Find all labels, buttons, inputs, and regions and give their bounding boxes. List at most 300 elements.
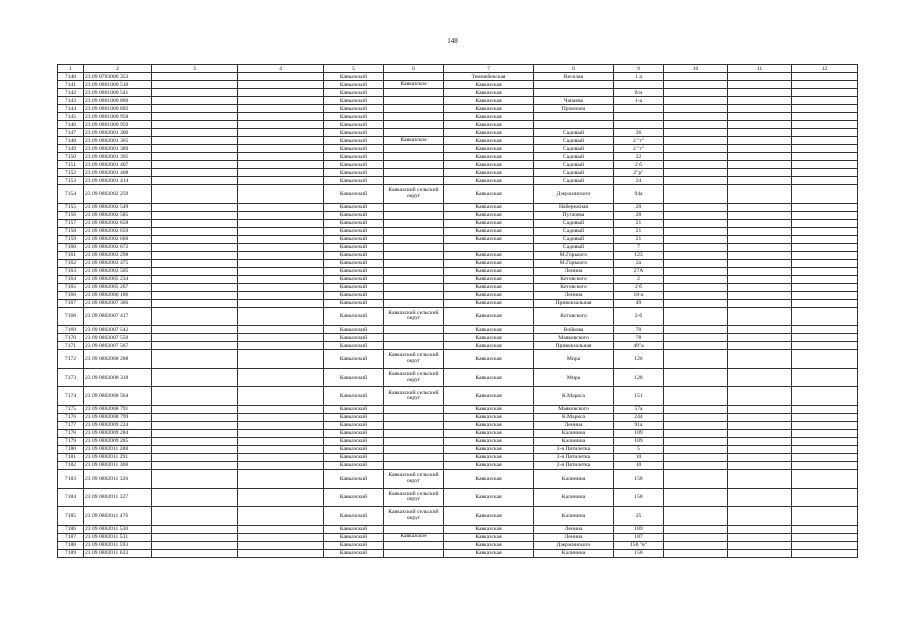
table-cell: Кавказский xyxy=(324,145,384,153)
table-cell xyxy=(384,177,444,185)
table-cell xyxy=(384,97,444,105)
table-cell xyxy=(152,219,238,227)
table-cell xyxy=(152,177,238,185)
table-cell xyxy=(614,81,664,89)
table-cell: Калинина xyxy=(534,488,614,507)
table-cell xyxy=(792,549,858,557)
table-cell: Кавказская xyxy=(444,161,534,169)
table-cell xyxy=(792,350,858,369)
table-cell: Кавказская xyxy=(444,251,534,259)
table-cell xyxy=(152,525,238,533)
table-cell xyxy=(664,342,728,350)
table-cell xyxy=(238,387,324,406)
table-cell xyxy=(152,533,238,541)
column-header: 10 xyxy=(664,65,728,73)
table-cell xyxy=(238,211,324,219)
table-row xyxy=(58,469,858,488)
table-cell: Котовского xyxy=(534,307,614,326)
table-cell xyxy=(384,73,444,81)
table-cell xyxy=(664,368,728,387)
table-cell xyxy=(152,161,238,169)
table-cell xyxy=(384,334,444,342)
table-cell: 2 б xyxy=(614,161,664,169)
table-cell xyxy=(152,275,238,283)
table-cell xyxy=(728,326,792,334)
table-cell xyxy=(792,445,858,453)
table-cell: 23 09 0802008 288 xyxy=(84,350,152,369)
table-cell: 23 09 0802003 505 xyxy=(84,267,152,275)
table-cell: Кавказский xyxy=(324,453,384,461)
table-cell: 23 09 0802001 395 xyxy=(84,153,152,161)
table-cell: Дзержинского xyxy=(534,541,614,549)
table-cell xyxy=(792,73,858,81)
table-cell: Кавказская xyxy=(444,169,534,177)
table-cell: 7163 xyxy=(58,267,84,275)
table-cell: 7165 xyxy=(58,283,84,291)
table-cell: 23 09 0802009 284 xyxy=(84,429,152,437)
table-cell xyxy=(792,113,858,121)
table-cell: 7145 xyxy=(58,113,84,121)
table-cell: 2-б xyxy=(614,307,664,326)
table-cell xyxy=(152,97,238,105)
table-cell: Кавказская xyxy=(444,525,534,533)
table-row xyxy=(58,461,858,469)
table-cell xyxy=(728,437,792,445)
table-cell: 23 09 0802002 660 xyxy=(84,235,152,243)
table-cell xyxy=(664,469,728,488)
table-row xyxy=(58,334,858,342)
table-cell xyxy=(238,121,324,129)
table-cell xyxy=(664,129,728,137)
table-cell: Кавказский xyxy=(324,177,384,185)
table-cell xyxy=(792,429,858,437)
table-cell: Кавказский сельский округ xyxy=(384,185,444,204)
table-cell xyxy=(384,121,444,129)
table-cell xyxy=(384,161,444,169)
table-cell: Кавказский сельский округ xyxy=(384,307,444,326)
table-cell xyxy=(152,203,238,211)
table-cell xyxy=(792,251,858,259)
table-cell xyxy=(238,421,324,429)
table-cell: 158 "в" xyxy=(614,541,664,549)
table-cell: 158 xyxy=(614,549,664,557)
table-cell xyxy=(152,350,238,369)
table-cell: Садовый xyxy=(534,235,614,243)
table-cell xyxy=(728,525,792,533)
table-cell: Садовый xyxy=(534,145,614,153)
table-cell xyxy=(664,350,728,369)
table-cell xyxy=(792,235,858,243)
table-cell xyxy=(664,121,728,129)
table-cell: 158 xyxy=(614,469,664,488)
table-cell: 23 09 0802011 288 xyxy=(84,445,152,453)
table-cell xyxy=(152,227,238,235)
table-cell xyxy=(792,437,858,445)
table-cell: 23 09 0802001 414 xyxy=(84,177,152,185)
table-row xyxy=(58,185,858,204)
table-cell: Маяковского xyxy=(534,405,614,413)
table-cell xyxy=(792,129,858,137)
table-cell: 7147 xyxy=(58,129,84,137)
table-cell xyxy=(664,203,728,211)
table-cell xyxy=(728,469,792,488)
table-cell xyxy=(728,342,792,350)
table-cell xyxy=(664,113,728,121)
table-cell xyxy=(238,507,324,526)
table-cell: 7146 xyxy=(58,121,84,129)
table-cell: Кавказский xyxy=(324,405,384,413)
table-cell xyxy=(792,161,858,169)
table-cell: 7160 xyxy=(58,243,84,251)
table-cell: Мира xyxy=(534,350,614,369)
table-cell xyxy=(664,299,728,307)
table-cell xyxy=(152,387,238,406)
table-cell xyxy=(238,169,324,177)
table-cell: Кавказский xyxy=(324,533,384,541)
table-cell: 25 xyxy=(614,507,664,526)
table-cell xyxy=(534,81,614,89)
table-cell xyxy=(238,235,324,243)
table-cell: 23 09 0802001 408 xyxy=(84,169,152,177)
table-cell: Кавказская xyxy=(444,461,534,469)
table-cell: 7167 xyxy=(58,299,84,307)
table-cell: 20 xyxy=(614,203,664,211)
table-cell xyxy=(384,326,444,334)
table-cell: Чапаева xyxy=(534,97,614,105)
table-cell xyxy=(238,342,324,350)
table-cell xyxy=(238,299,324,307)
table-cell xyxy=(664,169,728,177)
table-cell: 7154 xyxy=(58,185,84,204)
table-cell xyxy=(664,437,728,445)
table-cell xyxy=(384,453,444,461)
table-cell xyxy=(792,291,858,299)
table-cell: 7150 xyxy=(58,153,84,161)
table-cell: 23 09 0802002 659 xyxy=(84,227,152,235)
table-cell: Маяковского xyxy=(534,334,614,342)
table-row xyxy=(58,73,858,81)
table-cell: 23 09 0802002 672 xyxy=(84,243,152,251)
table-cell: 23 09 0802007 542 xyxy=(84,326,152,334)
table-cell: Кавказская xyxy=(444,219,534,227)
table-cell xyxy=(444,243,534,251)
table-cell: 7164 xyxy=(58,275,84,283)
table-cell xyxy=(384,219,444,227)
table-cell: 49"а xyxy=(614,342,664,350)
table-cell: Калинина xyxy=(534,507,614,526)
table-cell xyxy=(664,461,728,469)
table-cell: Кавказский xyxy=(324,227,384,235)
table-cell: Кавказская xyxy=(444,177,534,185)
column-header: 12 xyxy=(792,65,858,73)
table-cell: 7168 xyxy=(58,307,84,326)
table-cell: Садовый xyxy=(534,177,614,185)
table-cell xyxy=(152,267,238,275)
table-cell: 23 09 0802001 407 xyxy=(84,161,152,169)
table-row xyxy=(58,259,858,267)
table-cell: 7188 xyxy=(58,541,84,549)
table-cell: 21 xyxy=(614,227,664,235)
table-row xyxy=(58,89,858,97)
table-cell: Калинина xyxy=(534,469,614,488)
table-cell: 7186 xyxy=(58,525,84,533)
table-cell xyxy=(152,259,238,267)
table-cell xyxy=(152,541,238,549)
table-cell xyxy=(664,227,728,235)
table-cell: 2 б xyxy=(614,283,664,291)
table-cell: Кавказская xyxy=(444,267,534,275)
table-cell xyxy=(792,405,858,413)
table-cell: 23 09 0802011 476 xyxy=(84,507,152,526)
table-cell xyxy=(664,421,728,429)
table-cell xyxy=(238,97,324,105)
table-cell: Кавказская xyxy=(444,469,534,488)
table-cell xyxy=(238,291,324,299)
table-cell xyxy=(534,89,614,97)
table-cell: Кавказский xyxy=(324,291,384,299)
table-cell xyxy=(728,73,792,81)
table-cell xyxy=(664,291,728,299)
table-cell xyxy=(728,334,792,342)
table-cell: 7184 xyxy=(58,488,84,507)
table-cell xyxy=(384,211,444,219)
table-cell xyxy=(238,368,324,387)
table-cell: Темижбекская xyxy=(444,73,534,81)
table-row xyxy=(58,387,858,406)
table-cell xyxy=(384,129,444,137)
table-cell xyxy=(238,129,324,137)
table-cell xyxy=(664,259,728,267)
table-cell: Набережная xyxy=(534,203,614,211)
table-cell xyxy=(664,549,728,557)
table-cell: 7171 xyxy=(58,342,84,350)
table-cell: 23 09 0802011 530 xyxy=(84,525,152,533)
table-cell: 23 09 0802011 291 xyxy=(84,453,152,461)
table-cell: Кавказская xyxy=(444,89,534,97)
table-cell: Котовского xyxy=(534,283,614,291)
table-cell: Пугачева xyxy=(534,211,614,219)
table-cell: Кавказская xyxy=(444,429,534,437)
table-cell xyxy=(238,525,324,533)
table-cell: 23 09 0802005 267 xyxy=(84,283,152,291)
table-cell xyxy=(238,275,324,283)
table-cell: 23 09 0802001 300 xyxy=(84,129,152,137)
table-row xyxy=(58,549,858,557)
table-cell: Садовый xyxy=(534,243,614,251)
table-cell xyxy=(238,259,324,267)
table-cell xyxy=(152,235,238,243)
table-cell xyxy=(664,211,728,219)
table-cell xyxy=(792,211,858,219)
page-number: 148 xyxy=(447,37,458,45)
table-cell xyxy=(152,405,238,413)
table-cell xyxy=(664,243,728,251)
table-row xyxy=(58,121,858,129)
table-row xyxy=(58,307,858,326)
table-cell xyxy=(792,387,858,406)
table-cell xyxy=(664,413,728,421)
table-cell: 23 09 0802011 326 xyxy=(84,469,152,488)
table-cell xyxy=(384,445,444,453)
table-cell xyxy=(152,507,238,526)
table-cell: 23 09 0802009 224 xyxy=(84,421,152,429)
table-cell xyxy=(728,251,792,259)
table-cell: 70 xyxy=(614,326,664,334)
table-cell: 23 09 0802011 327 xyxy=(84,488,152,507)
table-cell xyxy=(728,283,792,291)
table-cell xyxy=(152,469,238,488)
table-cell xyxy=(614,105,664,113)
table-cell: 7172 xyxy=(58,350,84,369)
table-cell xyxy=(384,243,444,251)
table-cell xyxy=(664,429,728,437)
table-cell: 151 xyxy=(614,387,664,406)
table-cell xyxy=(384,549,444,557)
table-cell xyxy=(238,307,324,326)
table-cell: Ленина xyxy=(534,291,614,299)
table-cell xyxy=(792,105,858,113)
table-cell: 7142 xyxy=(58,89,84,97)
table-cell: 244 xyxy=(614,413,664,421)
table-cell: Кавказский xyxy=(324,235,384,243)
table-cell: 23 09 0802009 285 xyxy=(84,437,152,445)
table-cell: Промзона xyxy=(534,105,614,113)
table-cell xyxy=(728,429,792,437)
table-cell xyxy=(152,334,238,342)
table-cell: 94а xyxy=(614,185,664,204)
table-cell: 7181 xyxy=(58,453,84,461)
table-cell xyxy=(728,267,792,275)
table-cell: Кавказская xyxy=(444,453,534,461)
table-cell: К.Маркса xyxy=(534,413,614,421)
table-cell: Кавказский xyxy=(324,421,384,429)
table-row xyxy=(58,105,858,113)
table-cell: 23 09 0802011 633 xyxy=(84,549,152,557)
table-cell xyxy=(728,235,792,243)
column-header: 4 xyxy=(238,65,324,73)
table-cell xyxy=(728,307,792,326)
table-row xyxy=(58,219,858,227)
table-cell: Войкова xyxy=(534,326,614,334)
table-cell: Кавказский xyxy=(324,259,384,267)
table-cell xyxy=(664,525,728,533)
table-cell: 7169 xyxy=(58,326,84,334)
column-header: 6 xyxy=(384,65,444,73)
table-cell xyxy=(792,307,858,326)
table-cell xyxy=(238,251,324,259)
table-cell: Кавказская xyxy=(444,145,534,153)
table-cell: 123 xyxy=(614,251,664,259)
table-cell xyxy=(238,350,324,369)
table-cell xyxy=(728,219,792,227)
table-cell: 7 xyxy=(614,243,664,251)
column-header: 9 xyxy=(614,65,664,73)
table-cell: Кавказская xyxy=(444,203,534,211)
table-row xyxy=(58,533,858,541)
table-cell: Кавказский xyxy=(324,169,384,177)
table-cell xyxy=(152,121,238,129)
table-cell xyxy=(152,488,238,507)
table-cell: 10 xyxy=(614,453,664,461)
table-cell: Садовый xyxy=(534,153,614,161)
table-cell xyxy=(728,243,792,251)
table-cell: 7149 xyxy=(58,145,84,153)
table-cell: Кавказский сельский округ xyxy=(384,350,444,369)
table-cell xyxy=(384,169,444,177)
table-cell: 7157 xyxy=(58,219,84,227)
table-cell xyxy=(728,89,792,97)
table-cell xyxy=(152,299,238,307)
table-cell: 7151 xyxy=(58,161,84,169)
table-cell xyxy=(664,105,728,113)
table-cell: 1-а xyxy=(614,97,664,105)
table-cell xyxy=(238,145,324,153)
table-cell xyxy=(238,81,324,89)
table-cell: 7140 xyxy=(58,73,84,81)
table-cell xyxy=(384,251,444,259)
table-cell: Кавказский xyxy=(324,299,384,307)
table-cell: Кавказский xyxy=(324,267,384,275)
table-row xyxy=(58,350,858,369)
table-cell xyxy=(728,291,792,299)
table-row xyxy=(58,243,858,251)
table-cell xyxy=(728,153,792,161)
table-cell: Кавказская xyxy=(444,334,534,342)
table-cell xyxy=(152,211,238,219)
table-cell: 7179 xyxy=(58,437,84,445)
table-cell xyxy=(728,105,792,113)
table-cell xyxy=(152,137,238,145)
table-cell: 2 "г" xyxy=(614,137,664,145)
table-cell xyxy=(664,267,728,275)
table-row xyxy=(58,368,858,387)
table-cell xyxy=(664,219,728,227)
table-cell: Кавказский сельский округ xyxy=(384,387,444,406)
table-cell xyxy=(238,541,324,549)
table-cell: 187 xyxy=(614,533,664,541)
table-cell xyxy=(664,453,728,461)
table-cell: Кавказский xyxy=(324,469,384,488)
table-cell xyxy=(152,153,238,161)
table-row xyxy=(58,421,858,429)
table-cell: Кавказский сельский округ xyxy=(384,507,444,526)
table-row xyxy=(58,525,858,533)
table-cell: 7189 xyxy=(58,549,84,557)
table-cell: 23 09 0802002 585 xyxy=(84,211,152,219)
table-cell: 109 xyxy=(614,437,664,445)
table-cell: Дзержинского xyxy=(534,185,614,204)
table-cell xyxy=(792,469,858,488)
table-cell: Кавказская xyxy=(444,299,534,307)
table-cell: Кавказский xyxy=(324,488,384,507)
table-cell xyxy=(384,429,444,437)
table-cell xyxy=(792,81,858,89)
table-cell: 23 09 0801000 860 xyxy=(84,97,152,105)
table-cell xyxy=(384,541,444,549)
table-cell: Кавказский xyxy=(324,97,384,105)
table-cell: 1 а xyxy=(614,73,664,81)
table-cell: 7185 xyxy=(58,507,84,526)
table-cell xyxy=(152,437,238,445)
table-cell: 7152 xyxy=(58,169,84,177)
table-cell: 128 xyxy=(614,368,664,387)
table-cell xyxy=(152,429,238,437)
table-cell: Ленина xyxy=(534,533,614,541)
table-cell xyxy=(384,203,444,211)
table-cell: 21 xyxy=(614,235,664,243)
table-cell: Кавказская xyxy=(444,488,534,507)
table-cell: 189 xyxy=(614,525,664,533)
